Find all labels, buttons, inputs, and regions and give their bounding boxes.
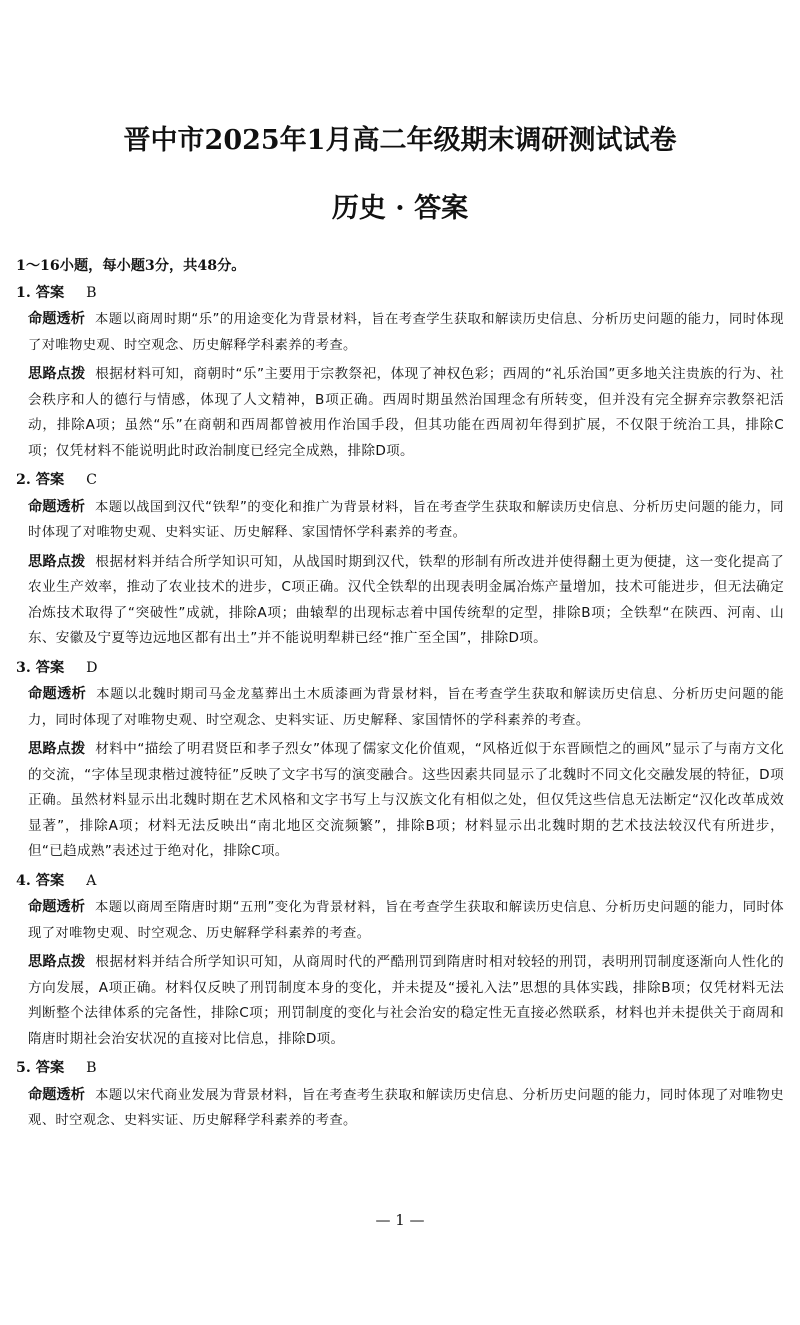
intent-label: 命题透析 [28,899,86,915]
intent-label: 命题透析 [28,311,86,327]
question-answer: D [86,659,98,676]
question-answer: B [86,284,97,301]
analysis-text: 根据材料并结合所学知识可知，从商周时代的严酷刑罚到隋唐时相对较轻的刑罚，表明刑罚制度逐渐向人性化的方向发展，A项正确。材料仅反映了刑罚制度本身的变化，并未提及“援礼入法”思想的具体实践，排除B项；仅凭材料无法判断整个法律体系的完备性，排除C项；刑罚制度的变化与社会治安的稳定性无直接必然联系，材料也并未提供关于商周和隋唐时期社会治安状况的直接对比信息，排除D项。 [28,954,784,1047]
question-1-analysis [16,362,784,464]
question-2-intent [16,495,784,546]
intent-label: 命题透析 [28,686,87,702]
question-4-analysis [16,950,784,1052]
intent-text: 本题以北魏时期司马金龙墓葬出土木质漆画为背景材料，旨在考查学生获取和解读历史信息、分析历史问题的能力，同时体现了对唯物史观、时空观念、史料实证、历史解释、家国情怀的学科素养的考查。 [28,687,784,728]
question-3-header [16,656,784,682]
question-2-header [16,468,784,494]
intent-label: 命题透析 [28,498,86,515]
question-answer: B [86,1060,97,1076]
question-number: 2. 答案 [16,472,65,488]
analysis-label: 思路点拨 [28,741,86,757]
intent-text: 本题以商周至隋唐时期“五刑”变化为背景材料，旨在考查学生获取和解读历史信息、分析历史问题的能力，同时体现了对唯物史观、时空观念、历史解释学科素养的考查。 [28,900,784,941]
intent-text: 本题以宋代商业发展为背景材料，旨在考查考生获取和解读历史信息、分析历史问题的能力，同时体现了对唯物史观、时空观念、史料实证、历史解释学科素养的考查。 [28,1087,784,1128]
intent-text: 本题以战国到汉代“铁犁”的变化和推广为背景材料，旨在考查学生获取和解读历史信息、分析历史问题的能力，同时体现了对唯物史观、史料实证、历史解释、家国情怀学科素养的考查。 [28,499,784,540]
intent-text: 本题以商周时期“乐”的用途变化为背景材料，旨在考查学生获取和解读历史信息、分析历史问题的能力，同时体现了对唯物史观、时空观念、历史解释学科素养的考查。 [28,312,784,353]
page-number: — 1 — [375,1211,425,1229]
question-2-analysis [16,550,784,652]
analysis-label: 思路点拨 [28,954,86,970]
question-answer: A [86,872,97,889]
page-subtitle: 历史 · 答案 [331,193,469,224]
question-number: 3. 答案 [16,659,65,676]
analysis-text: 根据材料并结合所学知识可知，从战国时期到汉代，铁犁的形制有所改进并使得翻土更为便捷，这一变化提高了农业生产效率，推动了农业技术的进步，C项正确。汉代全铁犁的出现表明金属冶炼产量增加，技术可能进步，但无法确定冶炼技术取得了“突破性”成就，排除A项；曲辕犁的出现标志着中国传统犁的定型，排除B项；全铁犁“在陕西、河南、山东、安徽及宁夏等边远地区都有出土”并不能说明犁耕已经“推广至全国”，排除D项。 [28,553,784,646]
question-5-header [16,1056,784,1082]
analysis-label: 思路点拨 [28,366,86,382]
question-1-header [16,281,784,307]
question-number: 1. 答案 [16,284,65,301]
analysis-text: 材料中“描绘了明君贤臣和孝子烈女”体现了儒家文化价值观，“风格近似于东晋顾恺之的画风”显示了与南方文化的交流，“字体呈现隶楷过渡特征”反映了文字书写的演变融合。这些因素共同显示了北魏时不同文化交融发展的特征，D项正确。虽然材料显示出北魏时期在艺术风格和文字书写上与汉族文化有相似之处，但仅凭这些信息无法断定“汉化改革成效显著”，排除A项；材料无法反映出“南北地区交流频繁”，排除B项；材料显示出北魏时期的艺术技法较汉代有所进步，但“已趋成熟”表述过于绝对化，排除C项。 [28,741,784,859]
section-intro: 1～16小题，每小题3分，共48分。 [16,258,246,274]
question-number: 5. 答案 [16,1060,65,1076]
question-number: 4. 答案 [16,872,65,889]
question-answer: C [86,472,97,488]
question-1-intent [16,307,784,358]
page-title: 晋中市2025年1月高二年级期末调研测试试卷 [123,125,677,156]
question-3-analysis [16,737,784,865]
analysis-text: 根据材料可知，商朝时“乐”主要用于宗教祭祀，体现了神权色彩；西周的“礼乐治国”更多地关注贵族的行为、社会秩序和人的德行与情感，体现了人文精神，B项正确。西周时期虽然治国理念有所转变，但并没有完全摒弃宗教祭祀活动，排除A项；虽然“乐”在商朝和西周都曾被用作治国手段，但其功能在西周初年得到扩展，不仅限于统治工具，排除C项；仅凭材料不能说明此时政治制度已经完全成熟，排除D项。 [28,366,784,459]
answer-content [16,254,784,1138]
intent-label: 命题透析 [28,1086,86,1103]
question-4-intent [16,895,784,946]
analysis-label: 思路点拨 [28,553,86,570]
question-5-intent [16,1083,784,1134]
question-4-header [16,869,784,895]
question-3-intent [16,682,784,733]
